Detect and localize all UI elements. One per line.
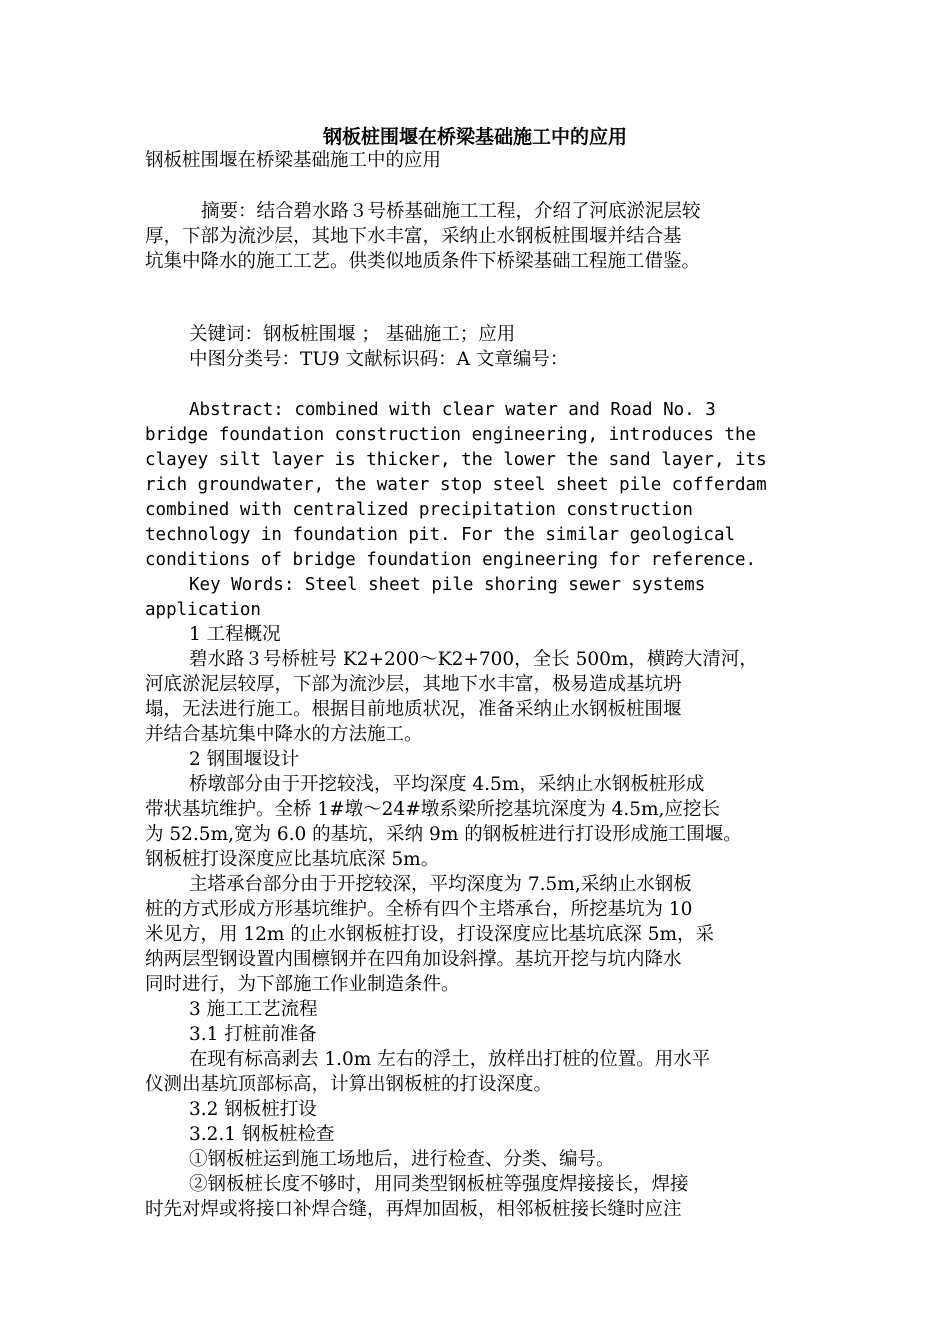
body-line: 时先对焊或将接口补焊合缝，再焊加固板，相邻板桩接长缝时应注 [145,1199,682,1220]
body-line: 河底淤泥层较厚，下部为流沙层，其地下水丰富，极易造成基坑坍 [145,674,682,695]
body-line: 主塔承台部分由于开挖较深，平均深度为 7.5m,采纳止水钢板 [189,874,692,895]
abstract-cn-line: 摘要：结合碧水路３号桥基础施工工程，介绍了河底淤泥层较 [201,201,701,222]
body-line: 碧水路３号桥桩号 K2+200～K2+700，全长 500m，横跨大清河， [189,649,758,670]
body-line: 为 52.5m,宽为 6.0 的基坑，采纳 9m 的钢板桩进行打设形成施工围堰。 [145,824,742,845]
list-item: ①钢板桩运到施工场地后，进行检查、分类、编号。 [189,1149,615,1170]
body-line: 并结合基坑集中降水的方法施工。 [145,724,423,745]
abstract-cn-line: 厚，下部为流沙层，其地下水丰富，采纳止水钢板桩围堰并结合基 [145,226,682,247]
keywords-en-line: application [145,600,261,620]
subsection-heading: 3.2 钢板桩打设 [189,1099,317,1120]
section-heading: 2 钢围堰设计 [189,749,300,770]
abstract-en-line: combined with centralized precipitation construction [145,500,693,520]
body-line: 带状基坑维护。全桥 1#墩～24#墩系梁所挖基坑深度为 4.5m,应挖长 [145,799,720,820]
section-heading: 1 工程概况 [189,624,281,645]
abstract-cn-line: 坑集中降水的施工工艺。供类似地质条件下桥梁基础工程施工借鉴。 [145,251,701,272]
subsection-heading: 3.1 打桩前准备 [189,1024,317,1045]
section-heading: 3 施工工艺流程 [189,999,318,1020]
subtitle-line: 钢板桩围堰在桥梁基础施工中的应用 [145,150,442,171]
body-line: 钢板桩打设深度应比基坑底深 5m。 [145,849,440,870]
abstract-en-line: rich groundwater, the water stop steel sheet pile cofferdam [145,475,767,495]
keywords-line: 关键词：钢板桩围堰 ； 基础施工；应用 [189,324,516,345]
abstract-en-line: conditions of bridge foundation engineering for reference. [145,550,757,570]
classification-line: 中图分类号：TU9 文献标识码：A 文章编号： [189,349,569,370]
body-line: 同时进行，为下部施工作业制造条件。 [145,974,460,995]
body-line: 桩的方式形成方形基坑维护。全桥有四个主塔承台，所挖基坑为 10 [145,899,693,920]
abstract-en-line: technology in foundation pit. For the similar geological [145,525,736,545]
abstract-en-line: clayey silt layer is thicker, the lower the sand layer, its [145,450,767,470]
body-line: 在现有标高剥去 1.0m 左右的浮土，放样出打桩的位置。用水平 [189,1049,711,1070]
body-line: 仪测出基坑顶部标高，计算出钢板桩的打设深度。 [145,1074,553,1095]
abstract-en-line: bridge foundation construction engineering, introduces the [145,425,757,445]
body-line: 纳两层型钢设置内围檩钢并在四角加设斜撑。基坑开挖与坑内降水 [145,949,682,970]
body-line: 桥墩部分由于开挖较浅，平均深度 4.5m，采纳止水钢板桩形成 [189,774,705,795]
subsection-heading: 3.2.1 钢板桩检查 [189,1124,335,1145]
body-line: 塌，无法进行施工。根据目前地质状况，准备采纳止水钢板桩围堰 [145,699,682,720]
list-item: ②钢板桩长度不够时，用同类型钢板桩等强度焊接接长，焊接 [189,1174,689,1195]
keywords-en-line: Key Words: Steel sheet pile shoring sewer systems [189,575,706,595]
abstract-en-line: Abstract: combined with clear water and Road No. 3 [189,400,716,420]
document-title: 钢板桩围堰在桥梁基础施工中的应用 [322,126,627,148]
body-line: 米见方，用 12m 的止水钢板桩打设，打设深度应比基坑底深 5m，采 [145,924,715,945]
